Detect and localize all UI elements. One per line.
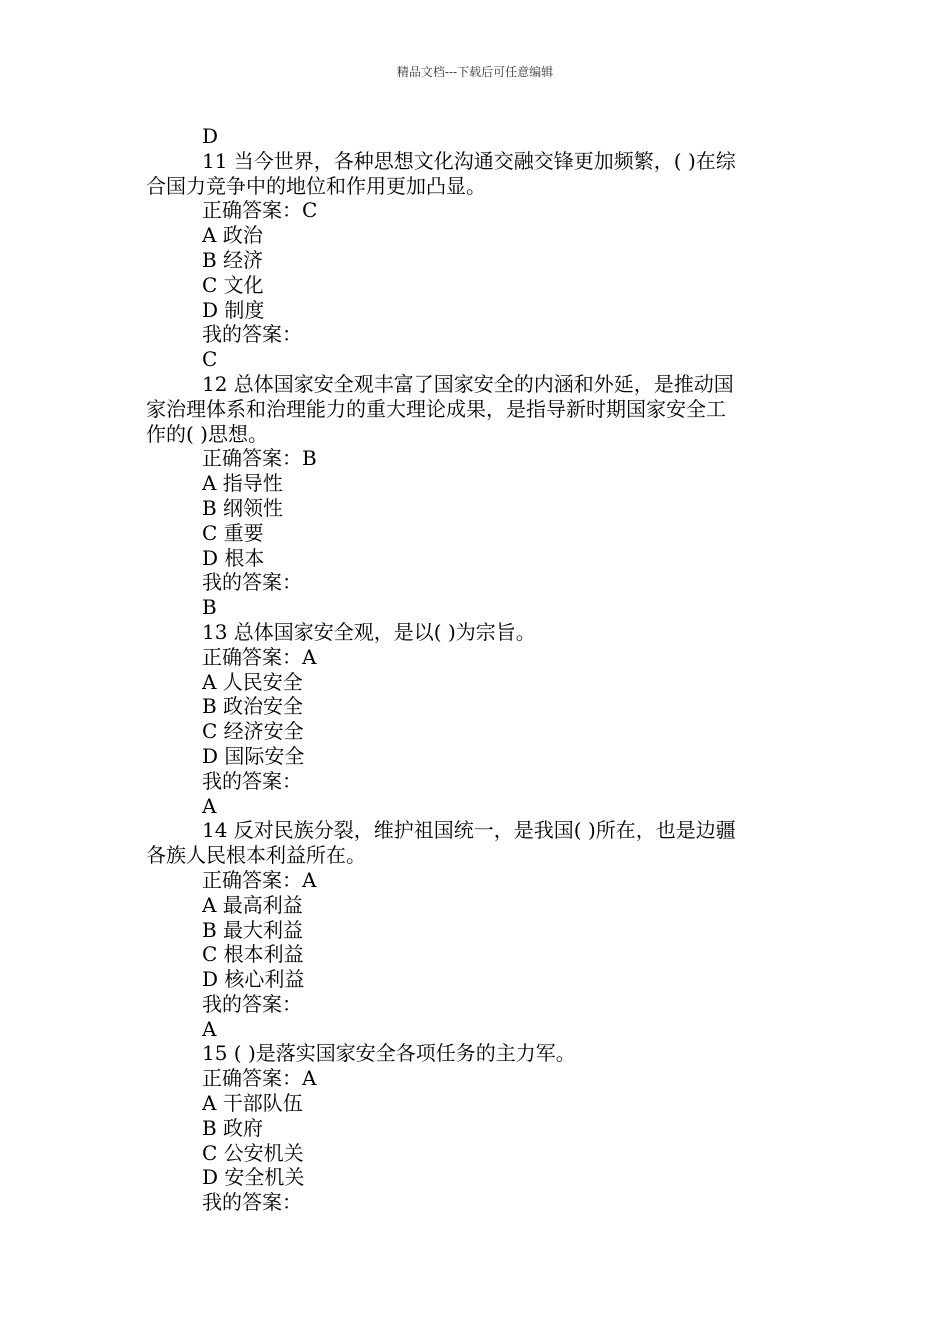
previous-my-answer-value: D — [202, 124, 219, 148]
option-b: B 政治安全 — [202, 694, 304, 719]
my-answer-label: 我的答案： — [202, 991, 302, 1016]
correct-answer: 正确答案：A — [202, 1066, 317, 1091]
my-answer-value: A — [202, 1016, 217, 1041]
option-b: B 纲领性 — [202, 495, 284, 520]
correct-answer: 正确答案：B — [202, 446, 317, 471]
my-answer-label: 我的答案： — [202, 768, 302, 793]
option-c: C 根本利益 — [202, 942, 304, 967]
option-c: C 文化 — [202, 272, 264, 297]
option-d: D 安全机关 — [202, 1165, 305, 1190]
question-text-line: 14 反对民族分裂，维护祖国统一，是我国( )所在，也是边疆 — [202, 818, 736, 843]
option-a: A 政治 — [202, 223, 263, 248]
question-12 — [146, 372, 814, 620]
question-text-line: 合国力竞争中的地位和作用更加凸显。 — [146, 173, 486, 198]
my-answer-label: 我的答案： — [202, 1190, 302, 1215]
my-answer-label: 我的答案： — [202, 570, 302, 595]
question-13 — [146, 620, 814, 818]
correct-answer: 正确答案：C — [202, 198, 318, 223]
option-c: C 经济安全 — [202, 719, 304, 744]
option-a: A 人民安全 — [202, 669, 303, 694]
my-answer-value: A — [202, 793, 217, 818]
question-text-line: 15 ( )是落实国家安全各项任务的主力军。 — [202, 1041, 576, 1066]
question-15 — [146, 1041, 814, 1215]
my-answer-value: C — [202, 347, 218, 372]
option-b: B 最大利益 — [202, 917, 304, 942]
option-c: C 公安机关 — [202, 1140, 304, 1165]
question-text-line: 各族人民根本利益所在。 — [146, 843, 366, 868]
option-a: A 干部队伍 — [202, 1091, 303, 1116]
option-b: B 政府 — [202, 1115, 264, 1140]
option-d: D 核心利益 — [202, 967, 305, 992]
question-11 — [146, 149, 814, 372]
correct-answer: 正确答案：A — [202, 867, 317, 892]
document-body — [146, 124, 814, 1215]
option-a: A 指导性 — [202, 471, 283, 496]
my-answer-label: 我的答案： — [202, 322, 302, 347]
question-text-line: 家治理体系和治理能力的重大理论成果，是指导新时期国家安全工 — [146, 396, 726, 421]
option-b: B 经济 — [202, 247, 264, 272]
option-d: D 国际安全 — [202, 743, 305, 768]
page-header: 精品文档---下载后可任意编辑 — [396, 65, 554, 79]
correct-answer: 正确答案：A — [202, 644, 317, 669]
option-a: A 最高利益 — [202, 892, 303, 917]
question-text-line: 11 当今世界，各种思想文化沟通交融交锋更加频繁，( )在综 — [202, 148, 736, 173]
my-answer-value: B — [202, 595, 217, 620]
question-14 — [146, 818, 814, 1041]
question-text-line: 作的( )思想。 — [146, 421, 268, 446]
option-d: D 制度 — [202, 297, 265, 322]
option-d: D 根本 — [202, 545, 265, 570]
question-text-line: 13 总体国家安全观，是以( )为宗旨。 — [202, 619, 536, 644]
question-text-line: 12 总体国家安全观丰富了国家安全的内涵和外延，是推动国 — [202, 371, 734, 396]
option-c: C 重要 — [202, 520, 264, 545]
